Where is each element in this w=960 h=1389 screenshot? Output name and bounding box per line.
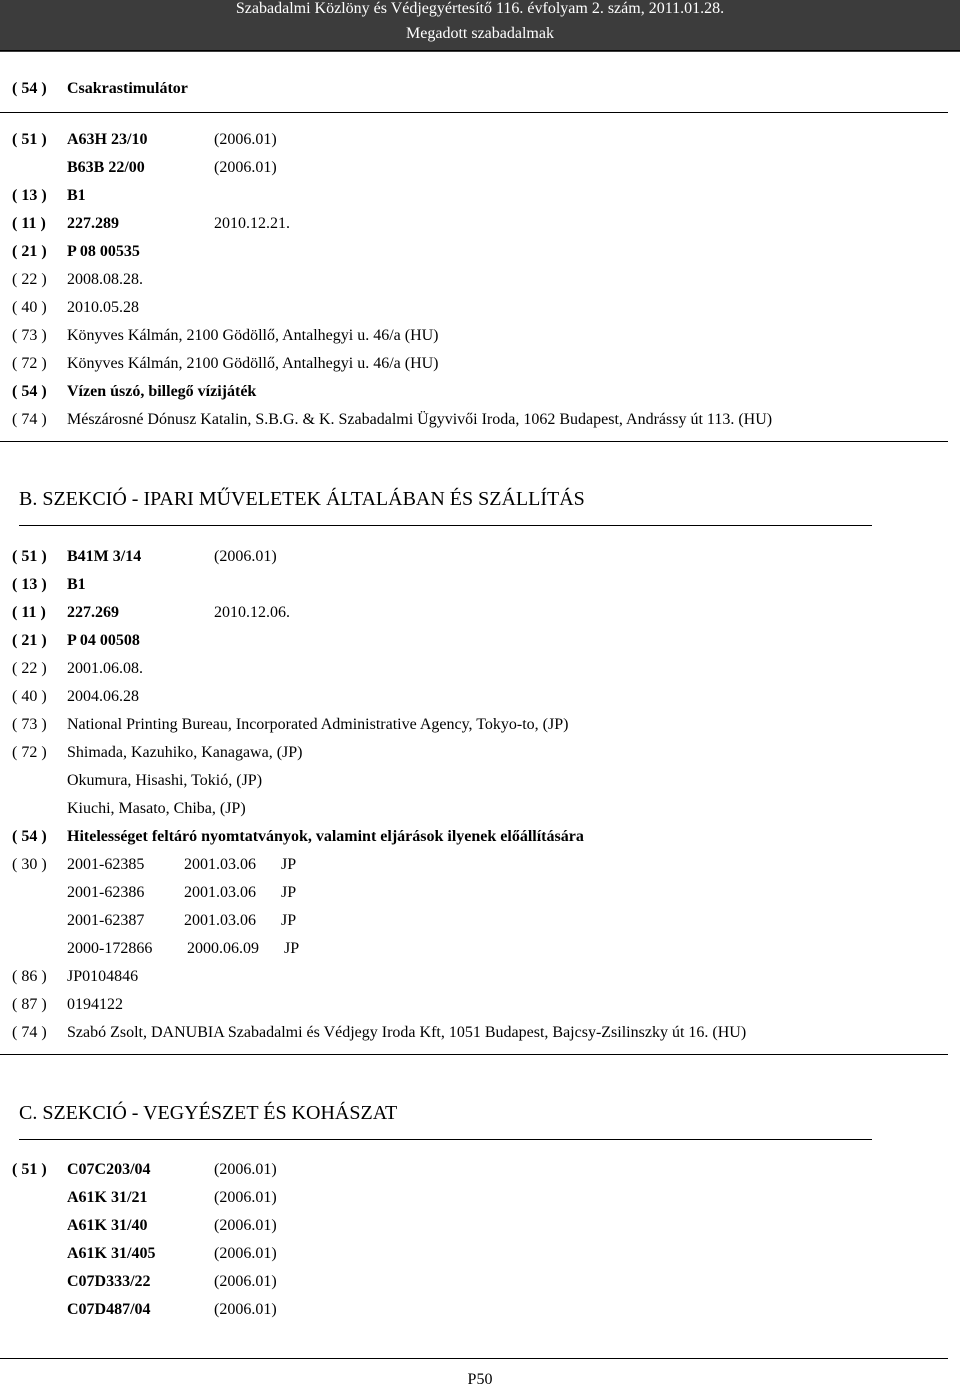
field-row — [0, 795, 960, 823]
priority-country: JP — [281, 856, 297, 873]
section-underline — [19, 1139, 872, 1140]
inid-code: ( 74 ) — [12, 411, 47, 428]
priority-row — [0, 935, 960, 963]
section-c-title: C. SZEKCIÓ - VEGYÉSZET ÉS KOHÁSZAT — [19, 1102, 398, 1124]
inid-code: ( 11 ) — [12, 215, 46, 232]
inid-code: ( 72 ) — [12, 355, 47, 372]
section-b-title: B. SZEKCIÓ - IPARI MŰVELETEK ÁLTALÁBAN ÉS SZÁLLÍTÁS — [19, 488, 585, 510]
priority-date: 2001.03.06 — [184, 912, 256, 929]
divider — [0, 441, 948, 442]
field-value: 0194122 — [67, 996, 123, 1013]
inid-code: ( 51 ) — [12, 548, 47, 565]
field-value: C07D487/04 — [67, 1301, 151, 1318]
journal-title: Szabadalmi Közlöny és Védjegyértesítő 116. évfolyam 2. szám, 2011.01.28. — [235, 0, 725, 17]
field-value: 2001.06.08. — [67, 660, 143, 677]
field-row — [0, 599, 960, 627]
field-value-secondary: (2006.01) — [214, 1273, 277, 1290]
priority-number: 2001-62386 — [67, 884, 145, 901]
priority-number: 2000-172866 — [67, 940, 153, 957]
field-row — [0, 126, 960, 154]
field-value: National Printing Bureau, Incorporated Administrative Agency, Tokyo-to, (JP) — [67, 716, 569, 733]
inid-code: ( 21 ) — [12, 243, 47, 260]
divider — [0, 1358, 948, 1359]
field-row — [0, 683, 960, 711]
field-value: P 04 00508 — [67, 632, 140, 649]
field-row — [0, 711, 960, 739]
priority-row — [0, 879, 960, 907]
field-row — [0, 627, 960, 655]
inid-code: ( 30 ) — [12, 856, 47, 873]
field-value: A63H 23/10 — [67, 131, 148, 148]
field-row — [0, 571, 960, 599]
inid-code: ( 51 ) — [12, 1161, 47, 1178]
field-value: Kiuchi, Masato, Chiba, (JP) — [67, 800, 246, 817]
field-row — [0, 1240, 960, 1268]
field-row — [0, 823, 960, 851]
field-value: Shimada, Kazuhiko, Kanagawa, (JP) — [67, 744, 303, 761]
field-row — [0, 1184, 960, 1212]
divider — [0, 50, 960, 51]
inid-code: ( 21 ) — [12, 632, 47, 649]
priority-date: 2000.06.09 — [187, 940, 259, 957]
field-row — [0, 1296, 960, 1324]
field-value: A61K 31/40 — [67, 1217, 148, 1234]
inid-code: ( 11 ) — [12, 604, 46, 621]
field-row — [0, 294, 960, 322]
field-value-secondary: 2010.12.06. — [214, 604, 290, 621]
field-value: 2008.08.28. — [67, 271, 143, 288]
field-row — [0, 210, 960, 238]
page-header — [0, 0, 960, 52]
inid-code: ( 13 ) — [12, 576, 47, 593]
inid-code: ( 72 ) — [12, 744, 47, 761]
inid-code: ( 13 ) — [12, 187, 47, 204]
field-value: A61K 31/405 — [67, 1245, 156, 1262]
field-row — [0, 1019, 960, 1047]
field-value: 2004.06.28 — [67, 688, 139, 705]
priority-date: 2001.03.06 — [184, 884, 256, 901]
field-value-secondary: (2006.01) — [214, 1189, 277, 1206]
field-value: B41M 3/14 — [67, 548, 142, 565]
inid-code: ( 54 ) — [12, 828, 47, 845]
field-value: 2010.05.28 — [67, 299, 139, 316]
field-value-secondary: (2006.01) — [214, 1301, 277, 1318]
field-row — [0, 739, 960, 767]
field-row — [0, 238, 960, 266]
field-value-secondary: (2006.01) — [214, 131, 277, 148]
field-value-secondary: (2006.01) — [214, 1161, 277, 1178]
field-row — [0, 378, 960, 406]
field-row — [0, 655, 960, 683]
field-row — [0, 963, 960, 991]
priority-number: 2001-62385 — [67, 856, 145, 873]
priority-number: 2001-62387 — [67, 912, 145, 929]
field-row — [0, 322, 960, 350]
field-value: B1 — [67, 187, 86, 204]
field-value: B63B 22/00 — [67, 159, 145, 176]
inid-code: ( 40 ) — [12, 299, 47, 316]
field-value: 227.289 — [67, 215, 119, 232]
field-value: Könyves Kálmán, 2100 Gödöllő, Antalhegyi u. 46/a (HU) — [67, 355, 439, 372]
field-value-secondary: 2010.12.21. — [214, 215, 290, 232]
field-value: Vízen úszó, billegő vízijáték — [67, 383, 257, 400]
patent-title-row — [0, 75, 960, 103]
inid-code: ( 54 ) — [12, 383, 47, 400]
field-value: Szabó Zsolt, DANUBIA Szabadalmi és Védjegy Iroda Kft, 1051 Budapest, Bajcsy-Zsilinszky út 16. (HU) — [67, 1024, 747, 1041]
field-value-secondary: (2006.01) — [214, 548, 277, 565]
field-row — [0, 767, 960, 795]
field-value: Mészárosné Dónusz Katalin, S.B.G. & K. Szabadalmi Ügyvivői Iroda, 1062 Budapest, Andrássy út 113. (HU) — [67, 411, 773, 428]
section-underline — [19, 525, 872, 526]
patent-title: Csakrastimulátor — [67, 80, 188, 97]
field-row — [0, 406, 960, 434]
inid-code: ( 73 ) — [12, 327, 47, 344]
inid-code: ( 74 ) — [12, 1024, 47, 1041]
field-row — [0, 266, 960, 294]
field-value-secondary: (2006.01) — [214, 159, 277, 176]
field-value: P 08 00535 — [67, 243, 140, 260]
inid-code: ( 86 ) — [12, 968, 47, 985]
field-value: B1 — [67, 576, 86, 593]
inid-code: ( 54 ) — [12, 80, 47, 97]
field-row — [0, 991, 960, 1019]
priority-row — [0, 851, 960, 879]
field-value: C07C203/04 — [67, 1161, 151, 1178]
field-row — [0, 182, 960, 210]
priority-date: 2001.03.06 — [184, 856, 256, 873]
field-value: C07D333/22 — [67, 1273, 151, 1290]
field-row — [0, 1156, 960, 1184]
field-value: Hitelességet feltáró nyomtatványok, valamint eljárások ilyenek előállítására — [67, 828, 584, 845]
field-value: Könyves Kálmán, 2100 Gödöllő, Antalhegyi u. 46/a (HU) — [67, 327, 439, 344]
field-value: A61K 31/21 — [67, 1189, 148, 1206]
inid-code: ( 51 ) — [12, 131, 47, 148]
field-value: JP0104846 — [67, 968, 139, 985]
field-value-secondary: (2006.01) — [214, 1245, 277, 1262]
inid-code: ( 73 ) — [12, 716, 47, 733]
inid-code: ( 40 ) — [12, 688, 47, 705]
priority-country: JP — [284, 940, 300, 957]
priority-country: JP — [281, 884, 297, 901]
field-row — [0, 1268, 960, 1296]
inid-code: ( 22 ) — [12, 660, 47, 677]
field-value: Okumura, Hisashi, Tokió, (JP) — [67, 772, 263, 789]
section-subtitle: Megadott szabadalmak — [406, 25, 554, 42]
field-row — [0, 543, 960, 571]
field-row — [0, 350, 960, 378]
divider — [0, 112, 948, 113]
divider — [0, 1054, 948, 1055]
field-row — [0, 1212, 960, 1240]
page-number: P50 — [467, 1371, 493, 1388]
priority-country: JP — [281, 912, 297, 929]
field-value-secondary: (2006.01) — [214, 1217, 277, 1234]
priority-row — [0, 907, 960, 935]
inid-code: ( 22 ) — [12, 271, 47, 288]
inid-code: ( 87 ) — [12, 996, 47, 1013]
field-value: 227.269 — [67, 604, 119, 621]
field-row — [0, 154, 960, 182]
